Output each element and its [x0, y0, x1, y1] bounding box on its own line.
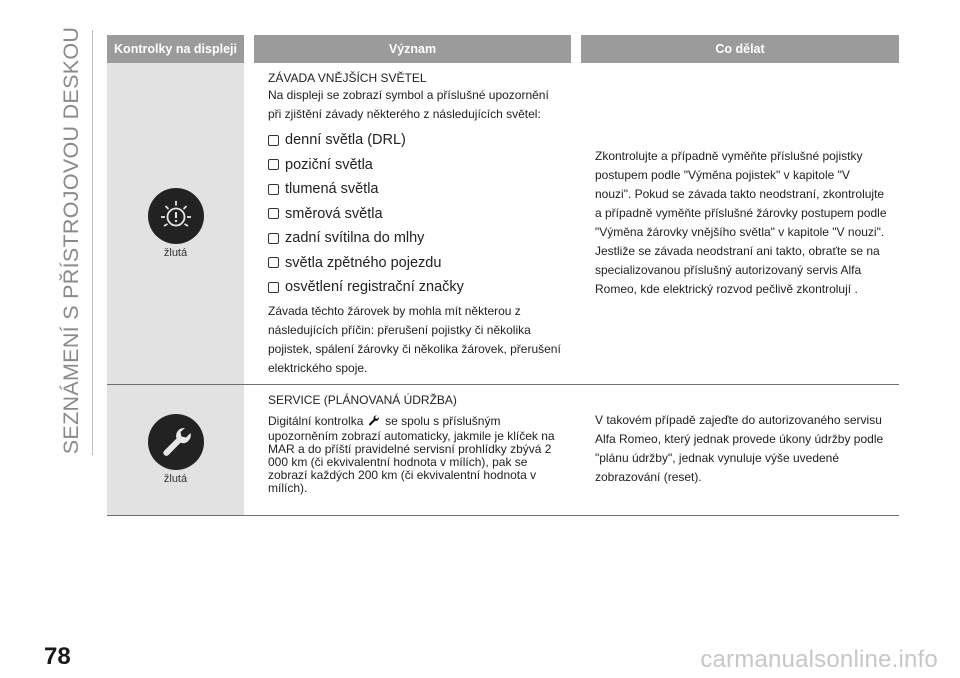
checkbox-square-icon	[268, 208, 279, 219]
indicator-cell	[107, 384, 244, 515]
checkbox-square-icon	[268, 135, 279, 146]
header-co-delat: Co dělat	[581, 35, 899, 63]
list-item: denní světla (DRL)	[268, 128, 561, 153]
header-kontrolky: Kontrolky na displeji	[107, 35, 244, 63]
meaning-title: ZÁVADA VNĚJŠÍCH SVĚTEL	[268, 71, 427, 85]
meaning-cell	[254, 63, 571, 384]
list-item: směrová světla	[268, 202, 561, 227]
light-list	[268, 128, 561, 300]
indicator-color-label: žlutá	[163, 473, 188, 485]
list-item: světla zpětného pojezdu	[268, 251, 561, 276]
exterior-light-fault-icon	[148, 188, 204, 244]
action-text: Zkontrolujte a případně vyměňte příslušné pojistky postupem podle "Výměna pojistek" v kapitole "V nouzi". Pokud se závada takto neodstraní, zkontrolujte a případně vyměňte příslušné žárovky postupem podle "Výměna žárovky vnějšího světla" v kapitole "V nouzi". Jestliže se závada neodstraní ani takto, obraťte se na specializovanou příslušný autorizovaný servis Alfa Romeo, kde elektrický rozvod pečlivě zkontrolují .	[595, 149, 887, 297]
list-item: poziční světla	[268, 153, 561, 178]
indicator-cell	[107, 63, 244, 384]
side-divider	[92, 30, 93, 455]
table-row	[107, 63, 899, 384]
table-header-row	[107, 35, 899, 63]
meaning-intro: Na displeji se zobrazí symbol a příslušné upozornění při zjištění závady některého z následujících světel:	[268, 88, 549, 121]
action-cell	[581, 384, 899, 515]
checkbox-square-icon	[268, 159, 279, 170]
indicator-color-label: žlutá	[163, 246, 188, 259]
meaning-title: SERVICE (PLÁNOVANÁ ÚDRŽBA)	[268, 392, 457, 407]
checkbox-square-icon	[268, 184, 279, 195]
wrench-icon	[367, 414, 380, 430]
warning-lights-table	[107, 35, 899, 516]
meaning-cell	[254, 384, 571, 515]
action-cell	[581, 63, 899, 384]
header-vyznam: Význam	[254, 35, 571, 63]
action-text: V takovém případě zajeďte do autorizovaného servisu Alfa Romeo, který jednak provede úkony údržby podle "plánu údržby", jednak vynuluje výše uvedené zobrazování (reset).	[595, 412, 884, 484]
list-item: osvětlení registrační značky	[268, 275, 561, 300]
meaning-outro: Závada těchto žárovek by mohla mít některou z následujících příčin: přerušení pojistky či několika pojistek, spálení žárovky či několika žárovek, přerušení elektrického spoje.	[268, 303, 561, 375]
chapter-title-text: SEZNÁMENÍ S PŘÍSTROJOVOU DESKOU	[59, 26, 84, 454]
chapter-side-title	[52, 26, 92, 454]
wrench-icon	[148, 414, 204, 470]
checkbox-square-icon	[268, 257, 279, 268]
page-number: 78	[44, 643, 71, 670]
checkbox-square-icon	[268, 282, 279, 293]
watermark: carmanualsonline.info	[700, 646, 938, 673]
list-item: tlumená světla	[268, 177, 561, 202]
table-row	[107, 384, 899, 515]
meaning-body: Digitální kontrolka se spolu s příslušným upozorněním zobrazí automaticky, jakmile je klíček na MAR a do příští pravidelné servisní prohlídky zbývá 2 000 km (či ekvivalentní hodnota v mílích), pak se zobrazí každých 200 km (či ekvivalentní hodnota v mílích).	[268, 413, 555, 495]
checkbox-square-icon	[268, 233, 279, 244]
list-item: zadní svítilna do mlhy	[268, 226, 561, 251]
